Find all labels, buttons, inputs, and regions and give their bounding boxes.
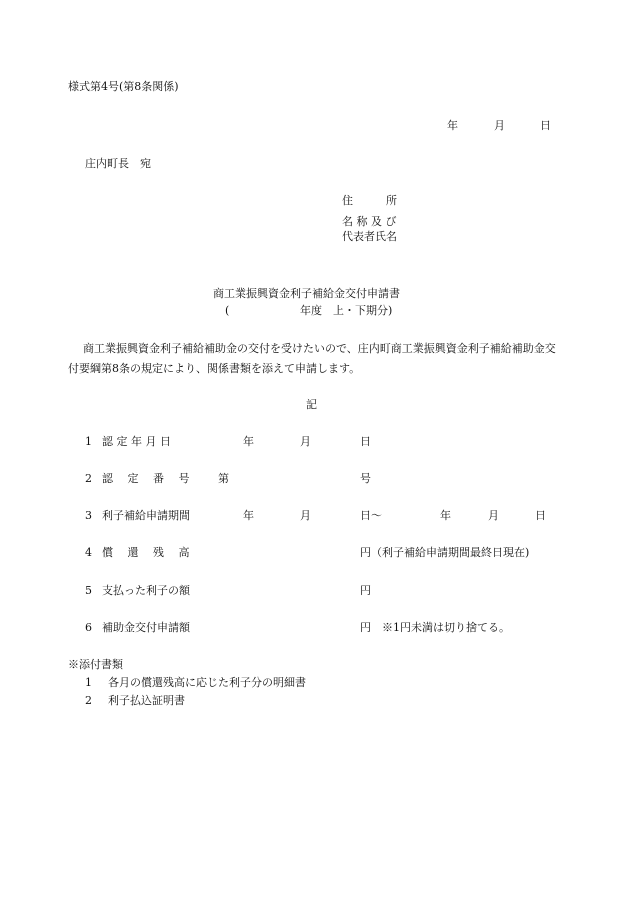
item-1-label: 認 定 年 月 日	[102, 435, 171, 448]
date-month-label: 月	[494, 119, 505, 132]
item-2-number: 2	[85, 472, 92, 485]
date-year-label: 年	[447, 119, 458, 132]
body-paragraph: 商工業振興資金利子補給補助金の交付を受けたいので、庄内町商工業振興資金利子補給補助金交付要綱第8条の規定により、関係書類を添えて申請します。	[68, 342, 556, 375]
item-3-start-year: 年	[243, 509, 254, 522]
date-day-label: 日	[540, 119, 551, 132]
item-6-number: 6	[85, 621, 92, 634]
item-2-label: 認 定 番 号	[102, 472, 190, 485]
attachment-1-number: 1	[85, 676, 92, 689]
item-5-label: 支払った利子の額	[102, 584, 190, 597]
attachment-1-text: 各月の償還残高に応じた利子分の明細書	[108, 676, 306, 689]
item-3-number: 3	[85, 509, 92, 522]
form-label: 様式第4号(第8条関係)	[68, 80, 179, 93]
item-3-end-day: 日	[535, 509, 546, 522]
document-title: 商工業振興資金利子補給金交付申請書	[213, 287, 400, 300]
item-5-yen: 円	[360, 584, 371, 597]
item-5-number: 5	[85, 584, 92, 597]
addressee: 庄内町長 宛	[85, 157, 151, 170]
item-4-label: 償 還 残 高	[102, 546, 190, 559]
item-6-yen-note: 円 ※1円未満は切り捨てる。	[360, 621, 510, 634]
item-3-end-year: 年	[440, 509, 451, 522]
subtitle-open-paren: (	[225, 304, 230, 317]
item-3-start-month: 月	[300, 509, 311, 522]
item-2-go: 号	[360, 472, 371, 485]
item-1-year: 年	[243, 435, 254, 448]
item-2-dai: 第	[218, 472, 229, 485]
item-1-day: 日	[360, 435, 371, 448]
applicant-name-label-2: 代表者氏名	[342, 230, 397, 243]
applicant-name-label-1: 名 称 及 び	[342, 215, 397, 228]
subtitle-period: 年度 上・下期分)	[300, 304, 393, 317]
attachment-2-number: 2	[85, 694, 92, 707]
attachment-2-text: 利子払込証明書	[108, 694, 185, 707]
item-3-start-day: 日～	[360, 509, 382, 522]
item-3-label: 利子補給申請期間	[102, 509, 190, 522]
item-4-number: 4	[85, 546, 92, 559]
ki-label: 記	[306, 398, 317, 411]
item-6-label: 補助金交付申請額	[102, 621, 190, 634]
item-3-end-month: 月	[488, 509, 499, 522]
item-1-month: 月	[300, 435, 311, 448]
item-4-yen-note: 円（利子補給申請期間最終日現在)	[360, 546, 530, 559]
attachments-heading: ※添付書類	[68, 658, 123, 671]
item-1-number: 1	[85, 435, 92, 448]
applicant-address-label: 住 所	[342, 194, 397, 207]
